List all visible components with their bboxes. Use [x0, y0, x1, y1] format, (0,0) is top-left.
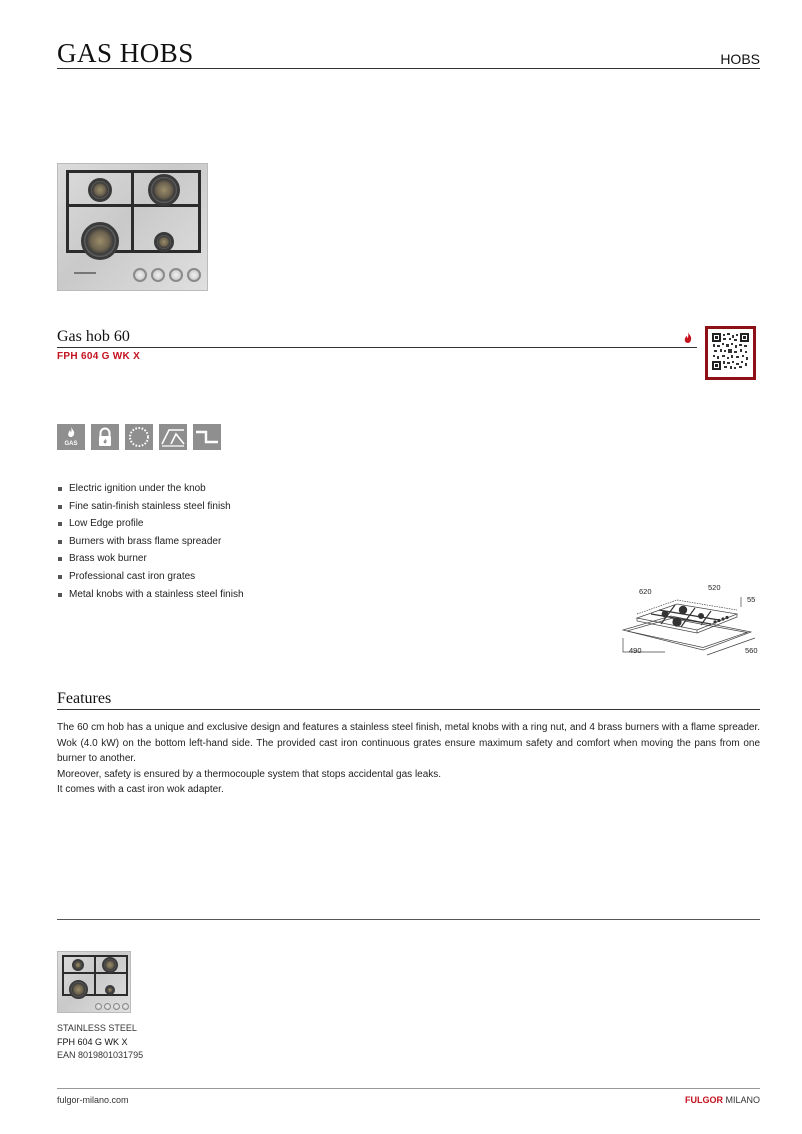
section-divider: [57, 919, 760, 920]
dim-depth: 520: [708, 583, 721, 592]
brand-name: FULGOR: [684, 1095, 723, 1105]
dimension-drawing: [615, 580, 760, 658]
dim-cutout-width: 560: [745, 646, 758, 655]
feature-icons: [57, 424, 221, 450]
list-item: Metal knobs with a stainless steel finish: [57, 586, 244, 604]
variant-code: FPH 604 G WK X: [57, 1037, 128, 1047]
burner-ring-icon: [125, 424, 153, 450]
qr-code-icon[interactable]: [712, 333, 749, 370]
footer-divider: [57, 1088, 760, 1089]
brand-logo: [685, 1095, 760, 1105]
feature-list: [57, 480, 244, 603]
features-description: [57, 720, 760, 798]
dim-height: 55: [747, 595, 756, 604]
variant-ean: EAN 8019801031795: [57, 1050, 144, 1060]
category-label: HOBS: [720, 51, 760, 67]
list-item: Professional cast iron grates: [57, 568, 244, 586]
flame-icon: [684, 332, 692, 343]
list-item: Brass wok burner: [57, 550, 244, 568]
features-paragraph: The 60 cm hob has a unique and exclusive design and features a stainless steel finish, metal knobs with a ring nut, and 4 brass burners with a flame spreader. Wok (4.0 kW) on the bottom left-hand side. The provided cast iron continuous grates ensure maximum safety and comfort when moving the pans from one burner to another.: [57, 722, 760, 764]
product-name: Gas hob 60: [57, 328, 130, 345]
features-heading: Features: [57, 690, 112, 707]
header-divider: [57, 68, 760, 69]
gas-icon-label: GAS: [64, 441, 78, 447]
product-code: FPH 604 G WK X: [57, 351, 141, 362]
gas-icon: [57, 424, 85, 450]
product-image: [57, 163, 208, 291]
low-edge-icon: [159, 424, 187, 450]
features-paragraph: It comes with a cast iron wok adapter.: [57, 784, 224, 795]
lock-icon: [91, 424, 119, 450]
dim-cutout-depth: 490: [629, 646, 642, 655]
brand-suffix: MILANO: [722, 1095, 760, 1105]
variant-thumbnail: [57, 951, 131, 1013]
built-in-profile-icon: [193, 424, 221, 450]
features-paragraph: Moreover, safety is ensured by a thermocouple system that stops accidental gas leaks.: [57, 768, 442, 780]
variant-finish: STAINLESS STEEL: [57, 1023, 137, 1033]
dim-width: 620: [639, 587, 652, 596]
features-divider: [57, 709, 760, 710]
product-divider: [57, 347, 697, 348]
list-item: Low Edge profile: [57, 515, 244, 533]
list-item: Burners with brass flame spreader: [57, 533, 244, 551]
page-title: GAS HOBS: [57, 38, 194, 68]
list-item: Electric ignition under the knob: [57, 480, 244, 498]
list-item: Fine satin-finish stainless steel finish: [57, 498, 244, 516]
footer-website-link[interactable]: fulgor-milano.com: [57, 1095, 129, 1105]
